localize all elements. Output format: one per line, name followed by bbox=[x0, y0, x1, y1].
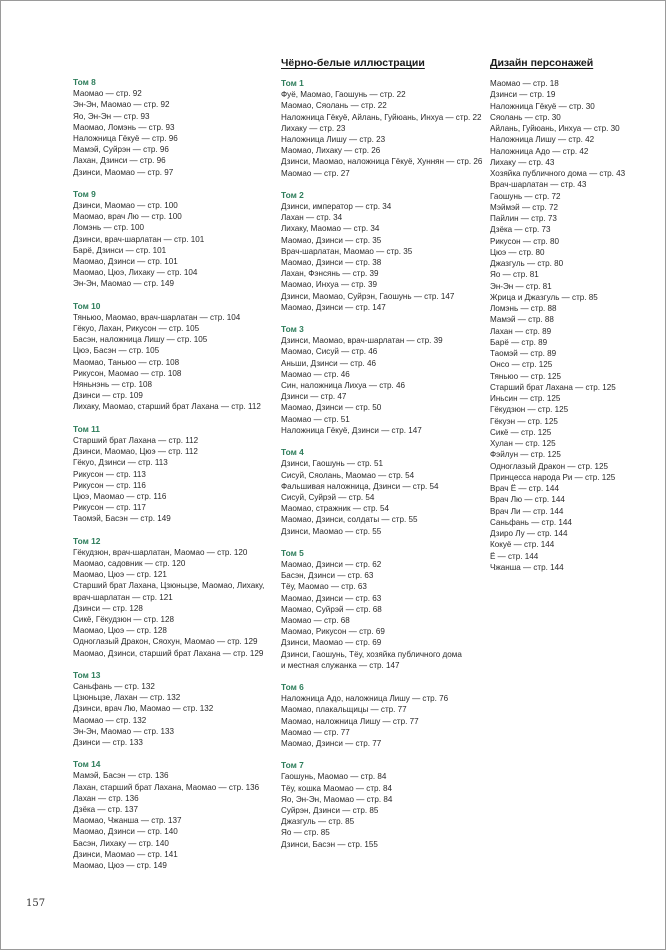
list-item: Рикусон — стр. 113 bbox=[73, 469, 146, 479]
volume-block bbox=[73, 424, 273, 525]
list-item: Дзинси, Басэн — стр. 155 bbox=[281, 839, 378, 849]
volume-title: Том 7 bbox=[281, 760, 304, 771]
list-item: Эн-Эн, Маомао — стр. 133 bbox=[73, 726, 175, 736]
middle-volume-list bbox=[281, 78, 481, 850]
illustration-list bbox=[281, 458, 481, 536]
list-item: Дзинси, Маомао, Цюэ — стр. 112 bbox=[73, 447, 198, 457]
list-item: Дзинси, Гаошунь, Тёу, хозяйка публичного дома bbox=[281, 649, 462, 659]
list-item: Барё — стр. 89 bbox=[490, 337, 548, 347]
list-item: Яо — стр. 81 bbox=[490, 270, 539, 280]
list-item: Одноглазый Дракон — стр. 125 bbox=[490, 461, 608, 471]
volume-title: Том 8 bbox=[73, 77, 96, 87]
list-item: Мамэй — стр. 88 bbox=[490, 315, 554, 325]
bw-illustrations-heading: Чёрно-белые иллюстрации bbox=[281, 57, 425, 69]
list-item: Дзёка — стр. 73 bbox=[490, 225, 551, 235]
list-item: Одноглазый Дракон, Сяохун, Маомао — стр. 129 bbox=[73, 637, 258, 647]
list-item: Маомао, плакальщицы — стр. 77 bbox=[281, 705, 407, 715]
list-item: Кокуё — стр. 144 bbox=[490, 540, 555, 550]
list-item: Маомао, Цюэ — стр. 121 bbox=[73, 570, 167, 580]
list-item: Маомао, садовник — стр. 120 bbox=[73, 558, 186, 568]
list-item: Принцесса народа Ри — стр. 125 bbox=[490, 472, 616, 482]
list-item: Хозяйка публичного дома — стр. 43 bbox=[490, 169, 626, 178]
left-volume-list bbox=[73, 77, 273, 871]
list-item: Маомао, Дзинси — стр. 101 bbox=[73, 257, 178, 267]
list-item: Джазгуль — стр. 85 bbox=[281, 817, 355, 827]
list-item: Наложница Адо — стр. 42 bbox=[490, 146, 589, 156]
list-item: Старший брат Лахана — стр. 125 bbox=[490, 382, 616, 392]
list-item: Наложница Лишу — стр. 23 bbox=[281, 135, 386, 145]
illustration-list bbox=[73, 200, 273, 290]
middle-column bbox=[281, 57, 481, 861]
list-item: Маомао, стражник — стр. 54 bbox=[281, 504, 389, 514]
illustration-list bbox=[281, 201, 481, 313]
list-item: Лахан — стр. 136 bbox=[73, 793, 139, 803]
list-item: Дзинси — стр. 47 bbox=[281, 392, 347, 402]
illustration-list bbox=[73, 681, 273, 748]
list-item: Дзинси — стр. 128 bbox=[73, 603, 143, 613]
list-item: Маомао, Дзинси, старший брат Лахана — стр. 129 bbox=[73, 648, 264, 658]
list-item: Няньнэнь — стр. 108 bbox=[73, 380, 153, 390]
volume-title: Том 13 bbox=[73, 669, 101, 680]
volume-title: Том 11 bbox=[73, 423, 100, 434]
illustration-list bbox=[73, 770, 273, 871]
list-item: Ё — стр. 144 bbox=[490, 551, 539, 561]
list-item: Мамэй, Суйрэн — стр. 96 bbox=[73, 145, 169, 155]
list-item: Дзинси, Маомао — стр. 100 bbox=[73, 201, 178, 211]
list-item: Дзиро Лу — стр. 144 bbox=[490, 529, 568, 538]
list-item: Врач-шарлатан — стр. 43 bbox=[490, 180, 587, 190]
list-item: Эн-Эн, Маомао — стр. 149 bbox=[73, 279, 175, 289]
illustration-list bbox=[73, 88, 273, 178]
volume-title: Том 5 bbox=[281, 547, 304, 558]
list-item: Маомао, Дзинси — стр. 62 bbox=[281, 559, 382, 569]
list-item: Фуё, Маомао, Гаошунь — стр. 22 bbox=[281, 90, 406, 100]
list-item: Дзинси — стр. 109 bbox=[73, 391, 143, 401]
illustration-list bbox=[281, 335, 481, 436]
list-item: Старший брат Лахана, Цзюньцзе, Маомао, Лихаку, bbox=[73, 581, 265, 591]
list-item: Сисуй, Сяолань, Маомао — стр. 54 bbox=[281, 470, 415, 480]
list-item: Барё, Дзинси — стр. 101 bbox=[73, 245, 167, 255]
list-item: Маомао — стр. 77 bbox=[281, 727, 350, 737]
list-item: Цзюньцзе, Лахан — стр. 132 bbox=[73, 693, 181, 703]
list-item: Яо, Эн-Эн — стр. 93 bbox=[73, 111, 150, 121]
list-item: Лихаку, Маомао — стр. 34 bbox=[281, 224, 380, 234]
list-item: и местная служанка — стр. 147 bbox=[281, 660, 400, 670]
volume-block bbox=[73, 77, 273, 178]
list-item: Маомао, Лихаку — стр. 26 bbox=[281, 146, 381, 156]
list-item: Тяньюо — стр. 125 bbox=[490, 371, 561, 381]
list-item: Маомао, Дзинси — стр. 147 bbox=[281, 302, 386, 312]
volume-block bbox=[73, 301, 273, 413]
list-item: Маомао, Дзинси — стр. 35 bbox=[281, 235, 382, 245]
list-item: Маомао — стр. 51 bbox=[281, 414, 350, 424]
list-item: Сяолань — стр. 30 bbox=[490, 112, 561, 122]
list-item: Цюэ — стр. 80 bbox=[490, 247, 545, 257]
list-item: Аньши, Дзинси — стр. 46 bbox=[281, 358, 376, 368]
volume-block bbox=[281, 760, 481, 850]
list-item: Наложница Адо, наложница Лишу — стр. 76 bbox=[281, 694, 449, 704]
list-item: Маомао, наложница Лишу — стр. 77 bbox=[281, 716, 419, 726]
list-item: Маомао, Дзинси — стр. 77 bbox=[281, 738, 382, 748]
list-item: Маомао, Цюэ — стр. 149 bbox=[73, 861, 167, 870]
list-item: Маомао, Дзинси — стр. 63 bbox=[281, 593, 382, 603]
volume-title: Том 9 bbox=[73, 188, 96, 199]
illustration-list bbox=[73, 312, 273, 413]
volume-block bbox=[73, 759, 273, 871]
list-item: Лахан, Дзинси — стр. 96 bbox=[73, 156, 166, 166]
list-item: Наложница Гёкуё — стр. 30 bbox=[490, 101, 595, 111]
list-item: Дзинси, Маомао, Суйрэн, Гаошунь — стр. 147 bbox=[281, 291, 455, 301]
list-item: Маомао, Цюэ, Лихаку — стр. 104 bbox=[73, 268, 198, 278]
list-item: Яо — стр. 85 bbox=[281, 828, 330, 838]
list-item: Маомао, Дзинси — стр. 38 bbox=[281, 258, 382, 268]
volume-title: Том 6 bbox=[281, 681, 304, 692]
list-item: Дзинси, Маомао — стр. 69 bbox=[281, 638, 382, 648]
list-item: Саньфань — стр. 144 bbox=[490, 517, 572, 527]
list-item: Дзинси, врач-шарлатан — стр. 101 bbox=[73, 234, 205, 244]
list-item: Рикусон — стр. 116 bbox=[73, 480, 146, 490]
list-item: Маомао, Сисуй — стр. 46 bbox=[281, 347, 378, 357]
list-item: Мэймэй — стр. 72 bbox=[490, 202, 559, 212]
list-item: Сисуй, Суйрэй — стр. 54 bbox=[281, 492, 375, 502]
list-item: Басэн, Лихаку — стр. 140 bbox=[73, 838, 169, 848]
list-item: Яо, Эн-Эн, Маомао — стр. 84 bbox=[281, 794, 393, 804]
list-item: Дзинси, врач Лю, Маомао — стр. 132 bbox=[73, 704, 214, 714]
list-item: Лихаку, Маомао, старший брат Лахана — стр. 112 bbox=[73, 402, 261, 412]
list-item: Джазгуль — стр. 80 bbox=[490, 259, 564, 268]
list-item: Маомао, Дзинси — стр. 140 bbox=[73, 827, 178, 837]
volume-title: Том 12 bbox=[73, 535, 101, 546]
list-item: Фэйлун — стр. 125 bbox=[490, 450, 561, 460]
list-item: Наложница Гёкуё — стр. 96 bbox=[73, 134, 178, 144]
list-item: Гёкуо, Лахан, Рикусон — стр. 105 bbox=[73, 324, 200, 334]
list-item: Гаошунь, Маомао — стр. 84 bbox=[281, 772, 387, 782]
list-item: Дзинси — стр. 133 bbox=[73, 737, 143, 747]
list-item: Айлань, Гуйюань, Инхуа — стр. 30 bbox=[490, 124, 620, 133]
list-item: Лахан, Фэнсянь — стр. 39 bbox=[281, 269, 379, 279]
illustration-list bbox=[281, 693, 481, 749]
list-item: Дзинси, Маомао, наложница Гёкуё, Хуннян — стр. 26 bbox=[281, 157, 483, 167]
list-item: Ломэнь — стр. 100 bbox=[73, 223, 145, 233]
volume-block bbox=[281, 682, 481, 749]
illustration-list bbox=[281, 559, 481, 671]
list-item: Маомао, Рикусон — стр. 69 bbox=[281, 627, 385, 637]
list-item: Врач Ё — стр. 144 bbox=[490, 484, 559, 493]
volume-block bbox=[73, 189, 273, 290]
volume-title: Том 4 bbox=[281, 447, 304, 458]
list-item: Басэн, Дзинси — стр. 63 bbox=[281, 571, 374, 581]
illustration-list bbox=[73, 547, 273, 659]
page-number: 157 bbox=[26, 898, 46, 909]
list-item: Дзинси, Маомао, врач-шарлатан — стр. 39 bbox=[281, 336, 443, 346]
volume-block bbox=[73, 536, 273, 659]
volume-block bbox=[281, 324, 481, 436]
list-item: Рикусон, Маомао — стр. 108 bbox=[73, 368, 182, 378]
character-design-heading: Дизайн персонажей bbox=[490, 57, 594, 69]
list-item: Лахан — стр. 34 bbox=[281, 213, 343, 223]
list-item: Маомао — стр. 92 bbox=[73, 89, 142, 99]
list-item: Ломэнь — стр. 88 bbox=[490, 304, 557, 313]
list-item: Гёкудзюн, врач-шарлатан, Маомао — стр. 120 bbox=[73, 547, 248, 557]
list-item: Маомао, Чжанша — стр. 137 bbox=[73, 816, 182, 826]
illustration-list bbox=[73, 435, 273, 525]
volume-title: Том 14 bbox=[73, 759, 101, 770]
list-item: Наложница Гёкуё, Айлань, Гуйюань, Инхуа — стр. 22 bbox=[281, 112, 482, 122]
list-item: Жрица и Джазгуль — стр. 85 bbox=[490, 292, 598, 302]
list-item: Чжанша — стр. 144 bbox=[490, 562, 564, 572]
list-item: Маомао — стр. 18 bbox=[490, 79, 559, 88]
list-item: Гёкудзюн — стр. 125 bbox=[490, 405, 569, 415]
list-item: Цюэ, Басэн — стр. 105 bbox=[73, 346, 160, 356]
volume-block bbox=[281, 78, 481, 179]
list-item: Наложница Гёкуё, Дзинси — стр. 147 bbox=[281, 425, 422, 435]
illustration-list bbox=[281, 771, 481, 849]
volume-title: Том 10 bbox=[73, 300, 101, 311]
list-item: Врач-шарлатан, Маомао — стр. 35 bbox=[281, 246, 413, 256]
list-item: Гёкуо, Дзинси — стр. 113 bbox=[73, 458, 168, 468]
volume-title: Том 1 bbox=[281, 78, 304, 88]
list-item: Фальшивая наложница, Дзинси — стр. 54 bbox=[281, 481, 439, 491]
list-item: Рикусон — стр. 117 bbox=[73, 503, 146, 513]
list-item: Эн-Эн — стр. 81 bbox=[490, 281, 552, 291]
list-item: Таомэй, Басэн — стр. 149 bbox=[73, 514, 171, 524]
list-item: Хулан — стр. 125 bbox=[490, 439, 556, 448]
list-item: Дзинси, Маомао — стр. 97 bbox=[73, 167, 174, 177]
volume-block bbox=[281, 548, 481, 671]
list-item: Дзинси, Маомао — стр. 55 bbox=[281, 526, 382, 536]
list-item: Таомэй — стр. 89 bbox=[490, 349, 557, 358]
list-item: Дзинси, Маомао — стр. 141 bbox=[73, 849, 178, 859]
volume-block bbox=[73, 670, 273, 748]
list-item: Син, наложница Лихуа — стр. 46 bbox=[281, 381, 406, 391]
list-item: Цюэ, Маомао — стр. 116 bbox=[73, 491, 167, 501]
list-item: Суйрэн, Дзинси — стр. 85 bbox=[281, 805, 379, 815]
list-item: Маомао, Суйрэй — стр. 68 bbox=[281, 604, 382, 614]
list-item: Гёкуэн — стр. 125 bbox=[490, 416, 558, 426]
list-item: Дзинси — стр. 19 bbox=[490, 90, 556, 100]
list-item: Маомао, Ломэнь — стр. 93 bbox=[73, 122, 175, 132]
list-item: Иньсин — стр. 125 bbox=[490, 394, 561, 403]
list-item: Тяньюо, Маомао, врач-шарлатан — стр. 104 bbox=[73, 312, 241, 322]
list-item: Наложница Лишу — стр. 42 bbox=[490, 135, 595, 145]
list-item: Саньфань — стр. 132 bbox=[73, 681, 155, 691]
volume-block bbox=[281, 447, 481, 537]
list-item: Старший брат Лахана — стр. 112 bbox=[73, 435, 199, 445]
list-item: Маомао, Таньюо — стр. 108 bbox=[73, 357, 180, 367]
list-item: Мамэй, Басэн — стр. 136 bbox=[73, 771, 169, 781]
list-item: Маомао, Инхуа — стр. 39 bbox=[281, 280, 378, 290]
list-item: Маомао, Сяолань — стр. 22 bbox=[281, 101, 387, 111]
list-item: Лахан — стр. 89 bbox=[490, 326, 552, 336]
list-item: Маомао — стр. 132 bbox=[73, 715, 147, 725]
list-item: Пайлин — стр. 73 bbox=[490, 214, 557, 223]
right-column bbox=[490, 57, 666, 573]
list-item: Сикё — стр. 125 bbox=[490, 427, 552, 437]
list-item: Маомао, Дзинси — стр. 50 bbox=[281, 403, 382, 413]
list-item: Онсо — стр. 125 bbox=[490, 360, 553, 370]
list-item: Лахан, старший брат Лахана, Маомао — стр. 136 bbox=[73, 782, 260, 792]
list-item: Маомао, врач Лю — стр. 100 bbox=[73, 212, 182, 222]
list-item: Дзинси, Гаошунь — стр. 51 bbox=[281, 459, 384, 469]
list-item: Тёу, Маомао — стр. 63 bbox=[281, 582, 367, 592]
volume-title: Том 2 bbox=[281, 189, 304, 200]
list-item: Врач Ли — стр. 144 bbox=[490, 506, 564, 516]
volume-block bbox=[281, 190, 481, 313]
list-item: Дзинси, император — стр. 34 bbox=[281, 202, 392, 212]
list-item: врач-шарлатан — стр. 121 bbox=[73, 592, 173, 602]
left-column bbox=[73, 77, 273, 882]
character-design-list bbox=[490, 78, 666, 573]
list-item: Маомао — стр. 27 bbox=[281, 168, 350, 178]
list-item: Маомао — стр. 46 bbox=[281, 369, 350, 379]
list-item: Лихаку — стр. 23 bbox=[281, 123, 346, 133]
list-item: Гаошунь — стр. 72 bbox=[490, 191, 561, 201]
list-item: Маомао, Дзинси, солдаты — стр. 55 bbox=[281, 515, 418, 525]
list-item: Дзёка — стр. 137 bbox=[73, 804, 139, 814]
list-item: Рикусон — стр. 80 bbox=[490, 236, 559, 246]
list-item: Врач Лю — стр. 144 bbox=[490, 495, 565, 505]
list-item: Эн-Эн, Маомао — стр. 92 bbox=[73, 100, 170, 110]
list-item: Маомао — стр. 68 bbox=[281, 615, 350, 625]
illustration-list bbox=[281, 89, 481, 179]
list-item: Сикё, Гёкудзюн — стр. 128 bbox=[73, 614, 175, 624]
volume-title: Том 3 bbox=[281, 324, 304, 335]
list-item: Маомао, Цюэ — стр. 128 bbox=[73, 626, 167, 636]
list-item: Лихаку — стр. 43 bbox=[490, 157, 555, 167]
list-item: Тёу, кошка Маомао — стр. 84 bbox=[281, 783, 393, 793]
list-item: Басэн, наложница Лишу — стр. 105 bbox=[73, 335, 208, 345]
